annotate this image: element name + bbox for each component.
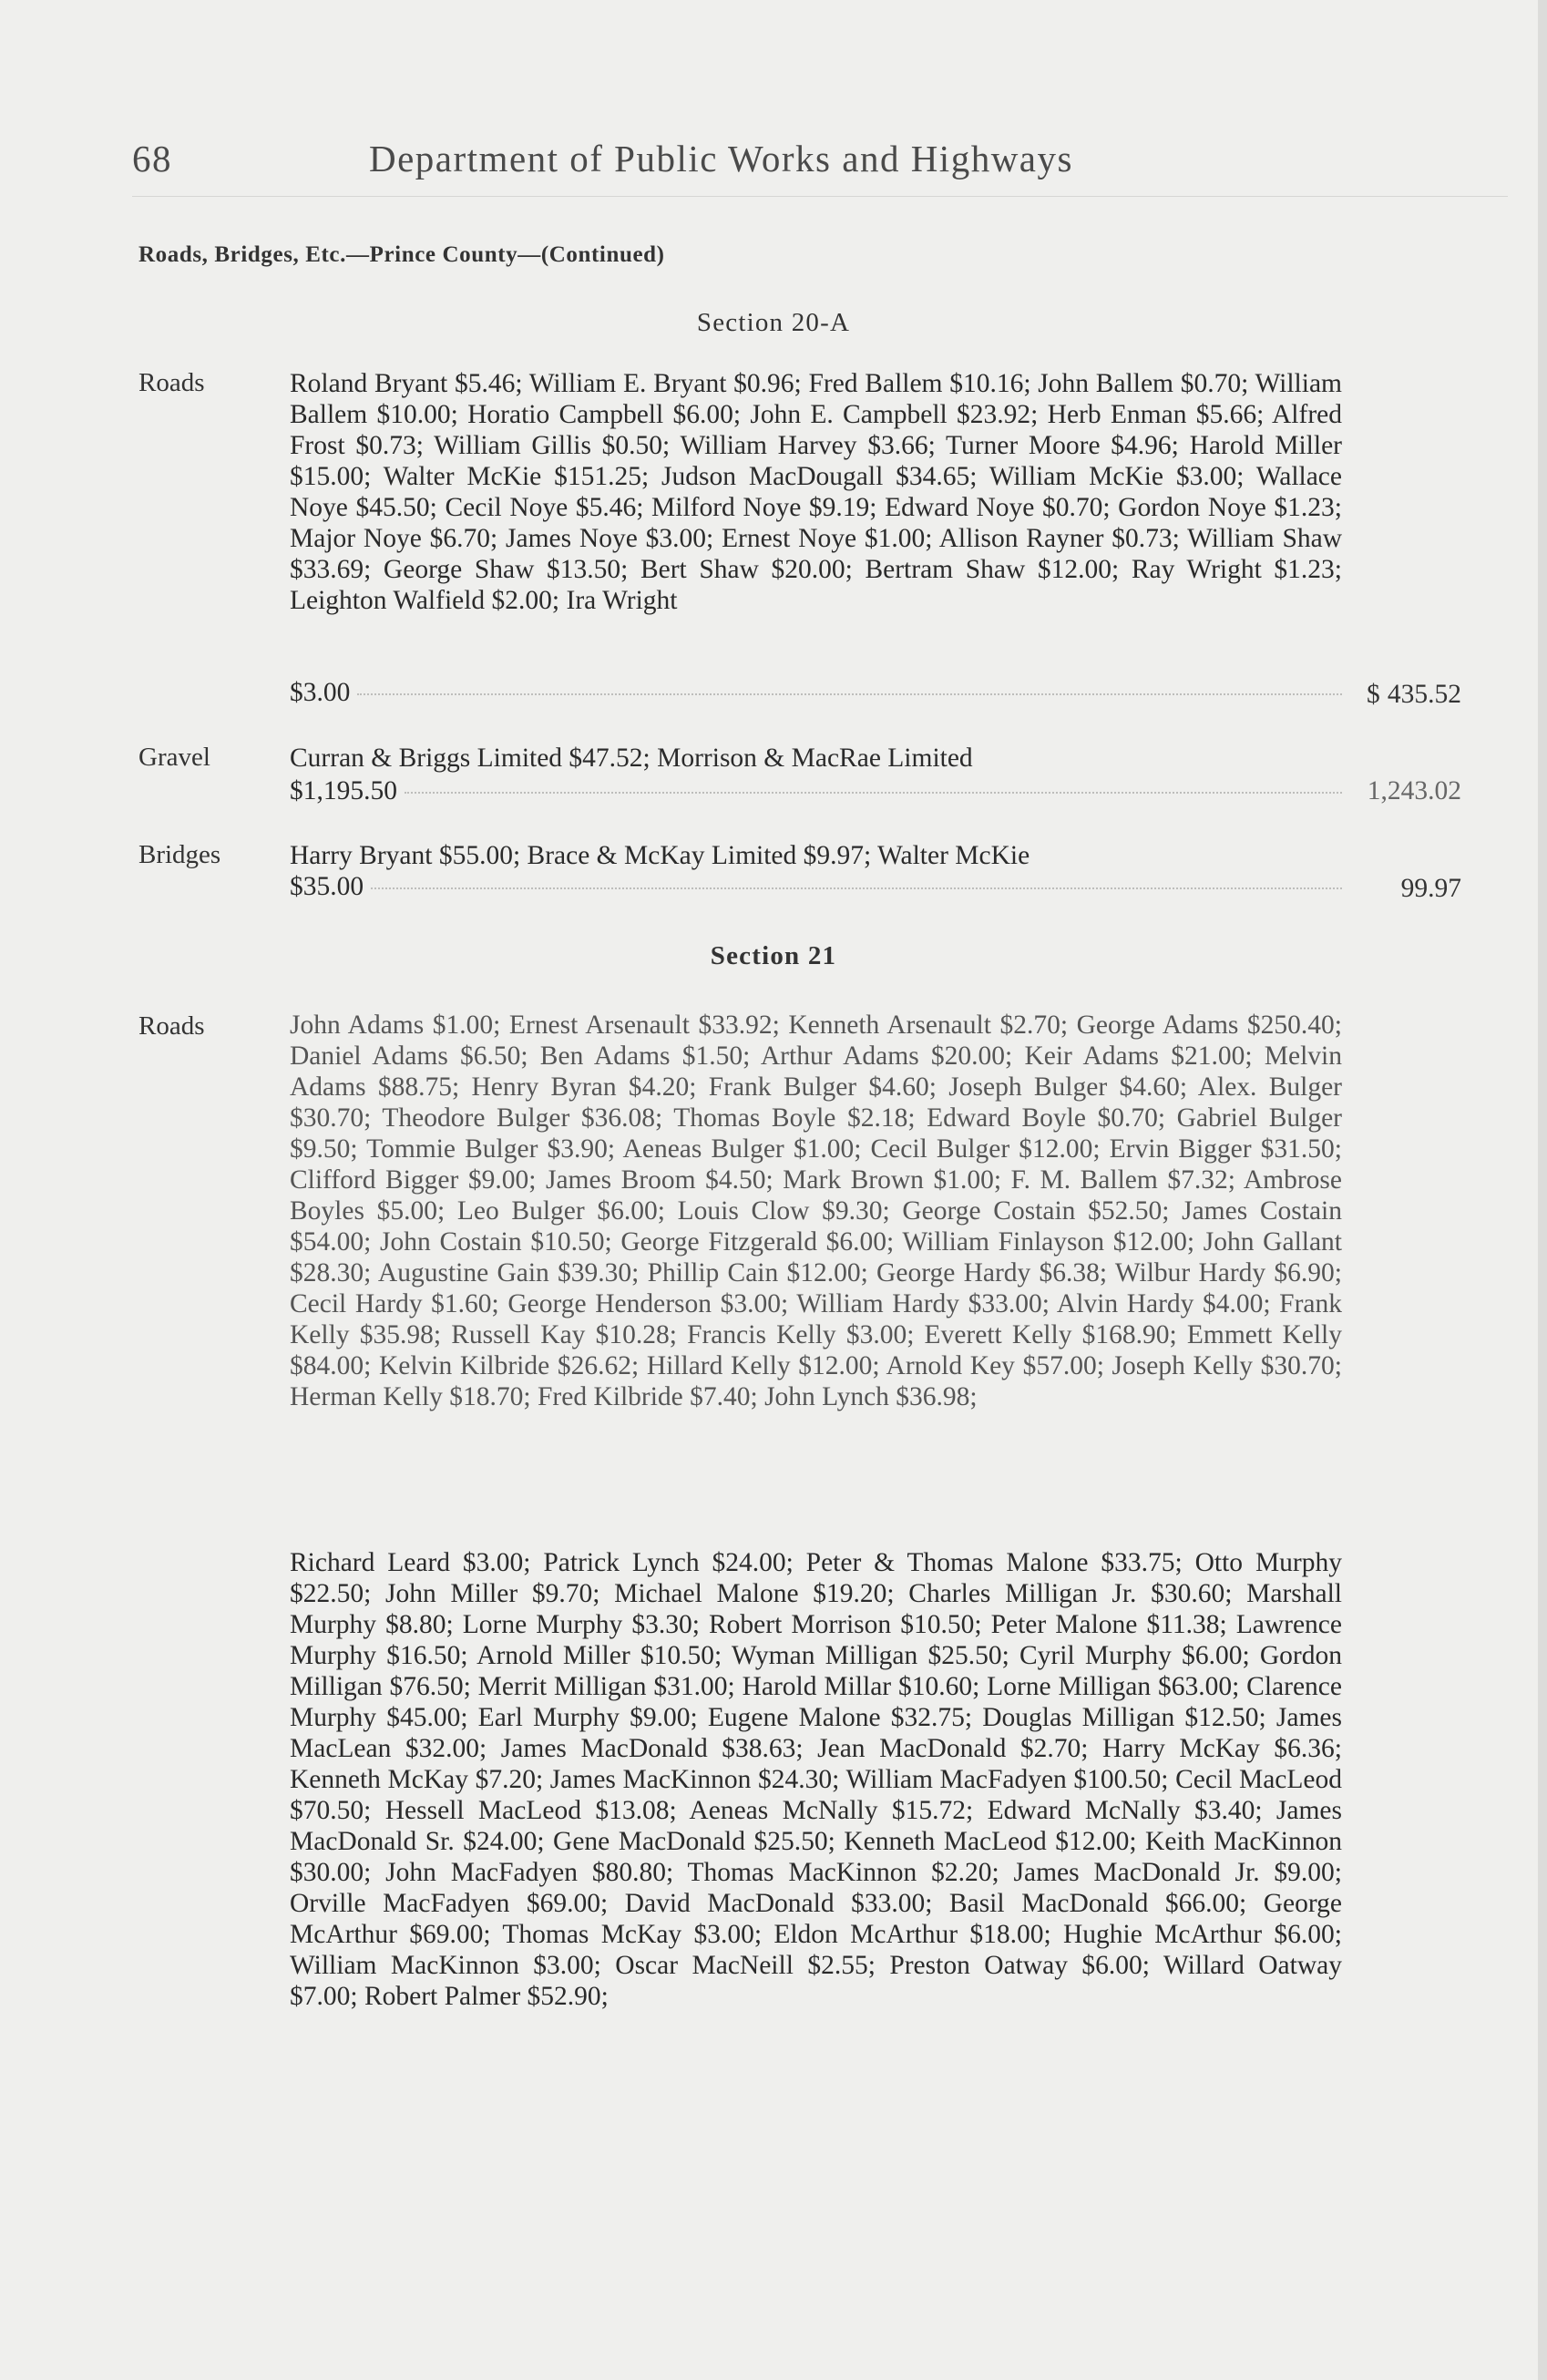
entry-label-roads: Roads bbox=[138, 1011, 205, 1041]
entry-last-line bbox=[290, 872, 1342, 902]
entry-text-gravel: Curran & Briggs Limited $47.52; Morrison & MacRae Limited bbox=[290, 744, 973, 773]
section-title-21: Section 21 bbox=[710, 941, 837, 970]
entry-total-bridges: 99.97 bbox=[1400, 874, 1461, 903]
entry-label-roads: Roads bbox=[138, 368, 205, 397]
entry-text-roads-faded: John Adams $1.00; Ernest Arsenault $33.92; Kenneth Arsenault $2.70; George Adams $250.40; Daniel Adams $6.50; Ben Adams $1.50; Arthur Adams $20.00; Keir Adams $21.00; Melvin Adams $88.75; Henry Byran $4.20; Frank Bulger $4.60; Joseph Bulger $4.60; Alex. Bulger $30.70; Theodore Bulger $36.08; Thomas Boyle $2.18; Edward Boyle $0.70; Gabriel Bulger $9.50; Tommie Bulger $3.90; Aeneas Bulger $1.00; Cecil Bulger $12.00; Ervin Bigger $31.50; Clifford Bigger $9.00; James Broom $4.50; Mark Brown $1.00; F. M. Ballem $7.32; Ambrose Boyles $5.00; Leo Bulger $6.00; Louis Clow $9.30; George Costain $52.50; James Costain $54.00; John Costain $10.50; George Fitzgerald $6.00; William Finlayson $12.00; John Gallant $28.30; Augustine Gain $39.30; Phillip Cain $12.00; George Hardy $6.38; Wilbur Hardy $6.90; Cecil Hardy $1.60; George Henderson $3.00; William Hardy $33.00; Alvin Hardy $4.00; Frank Kelly $35.98; Russell Kay $10.28; Francis Kelly $3.00; Everett Kelly $168.90; Emmett Kelly $84.00; Kelvin Kilbride $26.62; Hillard Kelly $12.00; Arnold Key $57.00; Joseph Kelly $30.70; Herman Kelly $18.70; Fred Kilbride $7.40; John Lynch $36.98; bbox=[290, 1010, 1342, 1411]
running-head: Roads, Bridges, Etc.—Prince County—(Continued) bbox=[138, 242, 665, 267]
page-header bbox=[132, 137, 1244, 180]
dot-leader bbox=[405, 792, 1342, 794]
header-rule bbox=[132, 196, 1508, 197]
entry-last-line bbox=[290, 776, 1342, 806]
entry-last-line bbox=[290, 678, 1342, 708]
entry-label-bridges: Bridges bbox=[138, 840, 221, 869]
entry-last-amount: $35.00 bbox=[290, 872, 364, 901]
section-title-20a: Section 20-A bbox=[696, 308, 851, 337]
entry-total-roads: 435.52 bbox=[1387, 680, 1461, 709]
dot-leader bbox=[357, 693, 1342, 695]
page-edge bbox=[1538, 0, 1547, 2380]
dollar-sign: $ bbox=[1367, 680, 1380, 709]
entry-last-amount: $1,195.50 bbox=[290, 776, 397, 805]
entry-text-bridges: Harry Bryant $55.00; Brace & McKay Limited $9.97; Walter McKie bbox=[290, 841, 1030, 870]
entry-text-roads: Roland Bryant $5.46; William E. Bryant $0.96; Fred Ballem $10.16; John Ballem $0.70; William Ballem $10.00; Horatio Campbell $6.00; John E. Campbell $23.92; Herb Enman $5.66; Alfred Frost $0.73; William Gillis $0.50; William Harvey $3.66; Turner Moore $4.96; Harold Miller $15.00; Walter McKie $151.25; Judson MacDougall $34.65; William McKie $3.00; Wallace Noye $45.50; Cecil Noye $5.46; Milford Noye $9.19; Edward Noye $0.70; Gordon Noye $1.23; Major Noye $6.70; James Noye $3.00; Ernest Noye $1.00; Allison Rayner $0.73; William Shaw $33.69; George Shaw $13.50; Bert Shaw $20.00; Bertram Shaw $12.00; Ray Wright $1.23; Leighton Walfield $2.00; Ira Wright bbox=[290, 369, 1342, 615]
entry-text-roads-continued: Richard Leard $3.00; Patrick Lynch $24.00; Peter & Thomas Malone $33.75; Otto Murphy $22.50; John Miller $9.70; Michael Malone $19.20; Charles Milligan Jr. $30.60; Marshall Murphy $8.80; Lorne Murphy $3.30; Robert Morrison $10.50; Peter Malone $11.38; Lawrence Murphy $16.50; Arnold Miller $10.50; Wyman Milligan $25.50; Cyril Murphy $6.00; Gordon Milligan $76.50; Merrit Milligan $31.00; Harold Millar $10.60; Lorne Milligan $63.00; Clarence Murphy $45.00; Earl Murphy $9.00; Eugene Malone $32.75; Douglas Milligan $12.50; James MacLean $32.00; James MacDonald $38.63; Jean MacDonald $2.70; Harry McKay $6.36; Kenneth McKay $7.20; James MacKinnon $24.30; William MacFadyen $100.50; Cecil MacLeod $70.50; Hessell MacLeod $13.08; Aeneas McNally $15.72; Edward McNally $3.40; James MacDonald Sr. $24.00; Gene MacDonald $25.50; Kenneth MacLeod $12.00; Keith MacKinnon $30.00; John MacFadyen $80.80; Thomas MacKinnon $2.20; James MacDonald Jr. $9.00; Orville MacFadyen $69.00; David MacDonald $33.00; Basil MacDonald $66.00; George McArthur $69.00; Thomas McKay $3.00; Eldon McArthur $18.00; Hughie McArthur $6.00; William MacKinnon $3.00; Oscar MacNeill $2.55; Preston Oatway $6.00; Willard Oatway $7.00; Robert Palmer $52.90; bbox=[290, 1548, 1342, 2011]
entry-last-amount: $3.00 bbox=[290, 678, 351, 707]
page-title: Department of Public Works and Highways bbox=[369, 138, 1073, 180]
dot-leader bbox=[371, 887, 1342, 889]
page-number: 68 bbox=[132, 138, 172, 180]
entry-total-gravel: 1,243.02 bbox=[1367, 776, 1461, 805]
entry-label-gravel: Gravel bbox=[138, 743, 210, 772]
